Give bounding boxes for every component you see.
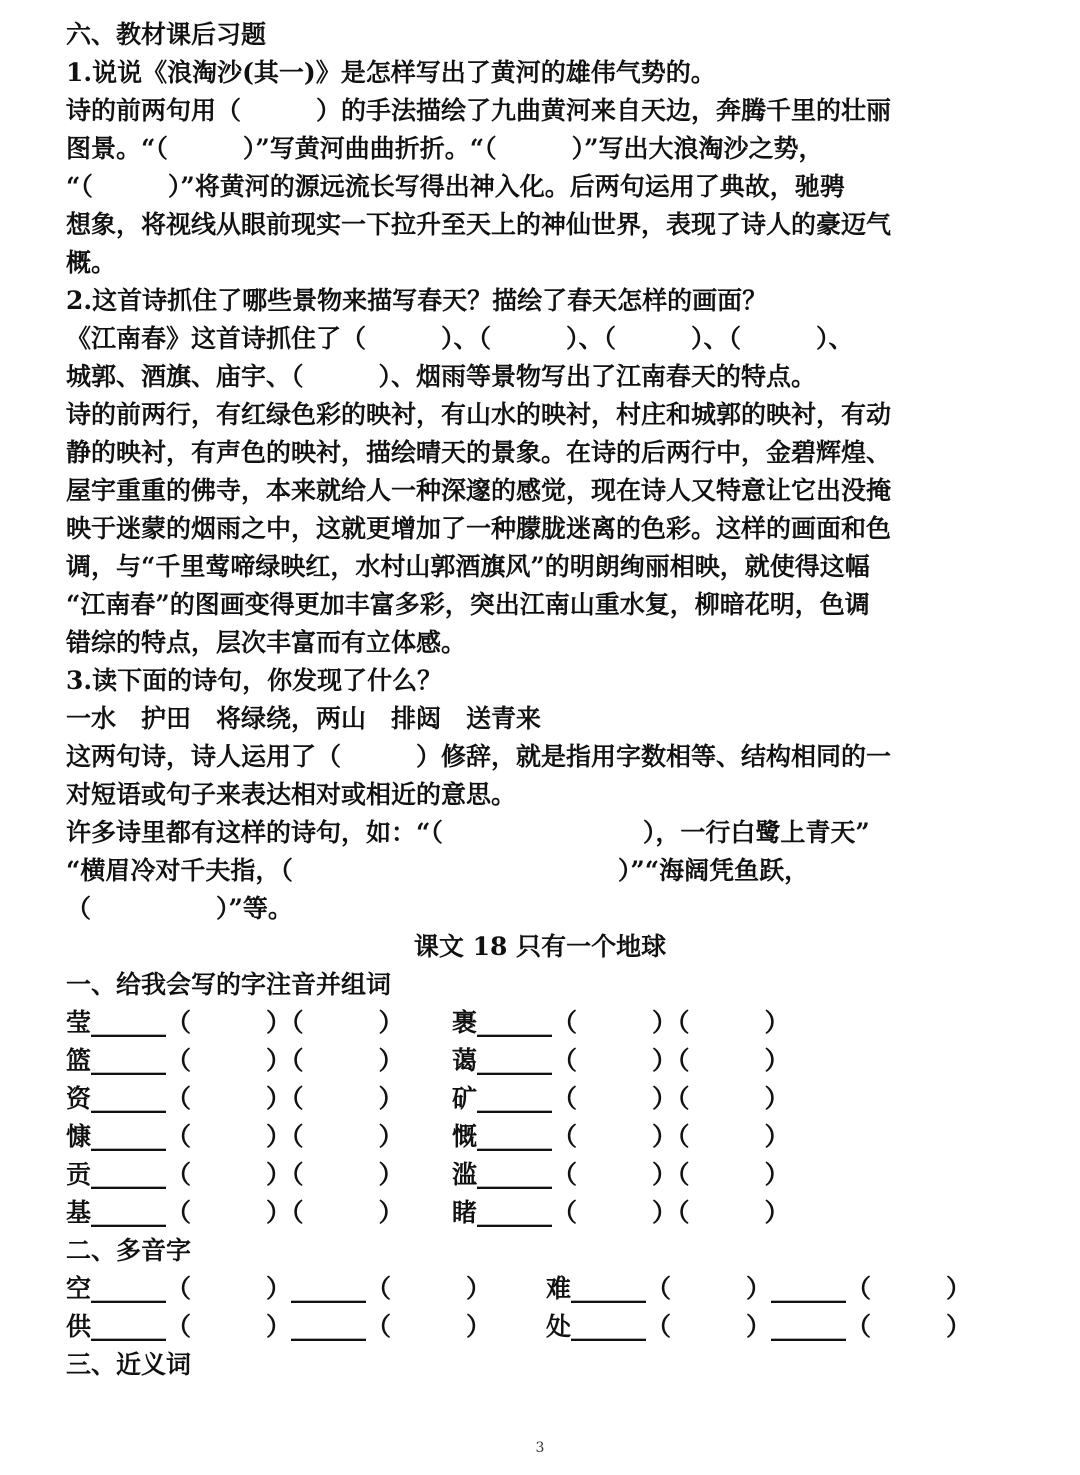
char-row [66, 1194, 1016, 1232]
char-entry-right: 矿______（ ）（ ） [452, 1084, 790, 1113]
polyphone-entry-left: 供______（ ）______（ ） [66, 1312, 492, 1341]
polyphone-row [66, 1270, 1016, 1308]
part-one-heading: 一、给我会写的字注音并组词 [66, 970, 392, 999]
char-entry-left: 莹______（ ）（ ） [66, 1008, 404, 1037]
q2-answer-line-1: 《江南春》这首诗抓住了（ ）、（ ）、（ ）、（ ）、 [66, 324, 854, 353]
polyphone-entry-right: 难______（ ）______（ ） [546, 1274, 972, 1303]
q2-answer-line-8: “江南春”的图画变得更加丰富多彩，突出江南山重水复，柳暗花明，色调 [66, 590, 870, 619]
char-entry-right: 睹______（ ）（ ） [452, 1198, 790, 1227]
q2-answer-line-5: 屋宇重重的佛寺，本来就给人一种深邃的感觉，现在诗人又特意让它出没掩 [66, 476, 892, 505]
section-six-heading: 六、教材课后习题 [66, 20, 267, 49]
q3-answer-line-2: 对短语或句子来表达相对或相近的意思。 [66, 780, 517, 809]
q1-answer-line-5: 概。 [66, 248, 117, 277]
question-3: 3.读下面的诗句，你发现了什么？ [66, 666, 443, 695]
polyphone-entry-left: 空______（ ）______（ ） [66, 1274, 492, 1303]
q1-answer-line-3: “（ ）”将黄河的源远流长写得出神入化。后两句运用了典故，驰骋 [66, 172, 845, 201]
char-row [66, 1156, 1016, 1194]
q1-answer-line-2: 图景。“（ ）”写黄河曲曲折折。“（ ）”写出大浪淘沙之势， [66, 134, 824, 163]
q2-answer-line-2: 城郭、酒旗、庙宇、（ ）、烟雨等景物写出了江南春天的特点。 [66, 362, 817, 391]
char-entry-right: 裹______（ ）（ ） [452, 1008, 790, 1037]
q3-poem-lines: 一水 护田 将绿绕，两山 排闼 送青来 [66, 704, 542, 733]
part-two-heading: 二、多音字 [66, 1236, 192, 1265]
char-entry-right: 蔼______（ ）（ ） [452, 1046, 790, 1075]
question-1: 1.说说《浪淘沙(其一)》是怎样写出了黄河的雄伟气势的。 [66, 58, 716, 87]
char-row [66, 1042, 1016, 1080]
q1-answer-line-1: 诗的前两句用（ ）的手法描绘了九曲黄河来自天边，奔腾千里的壮丽 [66, 96, 892, 125]
q3-answer-line-4: “横眉冷对千夫指，（ ）”“海阔凭鱼跃， [66, 856, 810, 885]
char-entry-left: 贡______（ ）（ ） [66, 1160, 404, 1189]
q1-answer-line-4: 想象，将视线从眼前现实一下拉升至天上的神仙世界，表现了诗人的豪迈气 [66, 210, 892, 239]
q3-answer-line-1: 这两句诗，诗人运用了（ ）修辞，就是指用字数相等、结构相同的一 [66, 742, 892, 771]
char-entry-left: 慷______（ ）（ ） [66, 1122, 404, 1151]
q2-answer-line-6: 映于迷蒙的烟雨之中，这就更增加了一种朦胧迷离的色彩。这样的画面和色 [66, 514, 892, 543]
lesson-title: 课文 18 只有一个地球 [413, 932, 667, 961]
q3-answer-line-5: （ ）”等。 [66, 894, 293, 923]
part-three-heading: 三、近义词 [66, 1350, 192, 1379]
char-entry-left: 基______（ ）（ ） [66, 1198, 404, 1227]
char-row [66, 1118, 1016, 1156]
char-entry-left: 资______（ ）（ ） [66, 1084, 404, 1113]
q2-answer-line-3: 诗的前两行，有红绿色彩的映衬，有山水的映衬，村庄和城郭的映衬，有动 [66, 400, 892, 429]
q2-answer-line-7: 调，与“千里莺啼绿映红，水村山郭酒旗风”的明朗绚丽相映，就使得这幅 [66, 552, 870, 581]
polyphone-row [66, 1308, 1016, 1346]
char-row [66, 1080, 1016, 1118]
char-entry-right: 滥______（ ）（ ） [452, 1160, 790, 1189]
char-entry-right: 慨______（ ）（ ） [452, 1122, 790, 1151]
q3-answer-line-3: 许多诗里都有这样的诗句，如：“（ ），一行白鹭上青天” [66, 818, 870, 847]
char-row [66, 1004, 1016, 1042]
q2-answer-line-9: 错综的特点，层次丰富而有立体感。 [66, 628, 467, 657]
polyphone-entry-right: 处______（ ）______（ ） [546, 1312, 972, 1341]
page-number: 3 [535, 1440, 545, 1456]
char-entry-left: 篮______（ ）（ ） [66, 1046, 404, 1075]
q2-answer-line-4: 静的映衬，有声色的映衬，描绘晴天的景象。在诗的后两行中，金碧辉煌、 [66, 438, 892, 467]
question-2: 2.这首诗抓住了哪些景物来描写春天？描绘了春天怎样的画面？ [66, 286, 768, 315]
